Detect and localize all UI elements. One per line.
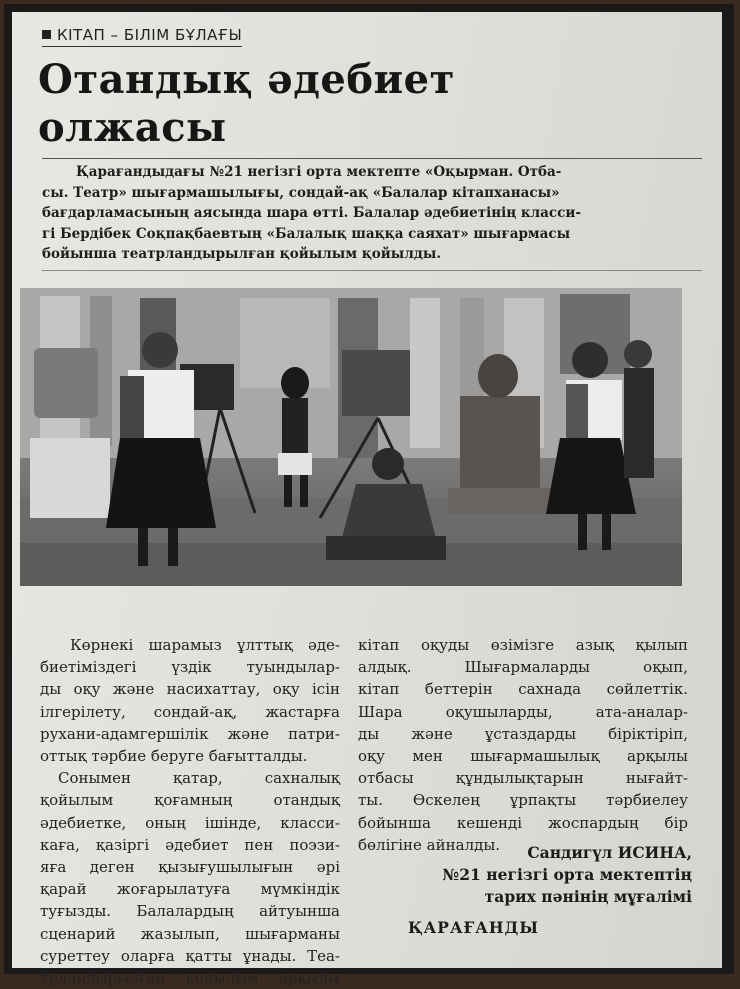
body-line: ды және ұстаздарды біріктіріп, (358, 724, 688, 743)
author-name: Сандигүл ИСИНА, (527, 843, 692, 862)
city-dateline: ҚАРАҒАНДЫ (408, 918, 539, 937)
body-line: бойынша кешенді жоспардың бір (358, 813, 688, 832)
body-line: Көрнекі шарамыз ұлттық әде- (70, 636, 340, 654)
body-line: яға деген қызығушылығын әрі (40, 858, 340, 877)
author-position: тарих пәнінің мұғалімі (484, 887, 692, 906)
body-line: ты. Өскелең ұрпақты тәрбиелеу (358, 791, 688, 810)
body-line: қойылым қоғамның отандық (40, 791, 340, 810)
body-line: ілгерілету, сондай-ақ, жастарға (40, 702, 340, 721)
body-line: суреттеу оларға қатты ұнады. Теа- (40, 946, 340, 965)
divider-bottom (42, 270, 702, 271)
body-line: кітап оқуды өзімізге азық қылып (358, 636, 688, 654)
headline-line-2: олжасы (38, 104, 227, 151)
section-label (42, 26, 242, 47)
author-school: №21 негізгі орта мектептің (442, 865, 692, 884)
article-photo (20, 288, 682, 586)
body-line: бөлігіне айналды. (358, 835, 501, 854)
body-line: сценарий жазылып, шығарманы (40, 924, 340, 943)
photo-illustration (20, 288, 682, 586)
body-line: туғызды. Балалардың айтуынша (40, 902, 340, 921)
divider-top (42, 158, 702, 159)
body-line: қарай жоғарылатуға мүмкіндік (40, 880, 340, 899)
body-line: Шара оқушыларды, ата-аналар- (358, 702, 688, 721)
body-line: әдебиетке, оның ішінде, класси- (40, 813, 340, 832)
lead-line: сы. Театр» шығармашылығы, сондай-ақ «Балалар кітапханасы» (42, 184, 560, 201)
body-line: оқу мен шығармашылық арқылы (358, 747, 688, 766)
body-line: кітап беттерін сахнада сөйлеттік. (358, 680, 688, 699)
lead-line: Қарағандыдағы №21 негізгі орта мектепте «Оқырман. Отба- (76, 164, 562, 180)
lead-line: бойынша театрландырылған қойылым қойылды. (42, 246, 442, 262)
body-line: трландырылған қойылым арқылы (40, 969, 340, 988)
headline-line-1: Отандық әдебиет (38, 56, 455, 103)
body-line: рухани-адамгершілік және патри- (40, 724, 340, 743)
lead-line: бағдарламасының аясында шара өтті. Балалар әдебиетінің класси- (42, 205, 581, 221)
body-line: Сонымен қатар, сахналық (58, 769, 340, 788)
body-line: алдық. Шығармаларды оқып, (358, 658, 688, 677)
body-line: биетіміздегі үздік туындылар- (40, 658, 340, 677)
newspaper-page (12, 12, 722, 988)
section-label-text: КІТАП – БІЛІМ БҰЛАҒЫ (57, 26, 243, 44)
lead-line: гі Бердібек Соқпақбаевтың «Балалық шаққа саяхат» шығармасы (42, 225, 571, 242)
square-bullet-icon (42, 30, 51, 39)
headline (38, 56, 558, 152)
body-line: отбасы құндылықтарын нығайт- (358, 769, 688, 788)
body-line: оттық тәрбие беруге бағытталды. (40, 747, 308, 766)
scan-frame (4, 4, 734, 988)
body-line: каға, қазіргі әдебиет пен поэзи- (40, 835, 340, 854)
body-column-right (358, 634, 688, 856)
author-signature (372, 842, 692, 908)
body-column-left (40, 634, 340, 989)
body-line: ды оқу және насихаттау, оқу ісін (40, 680, 340, 699)
lead-paragraph (42, 162, 678, 265)
